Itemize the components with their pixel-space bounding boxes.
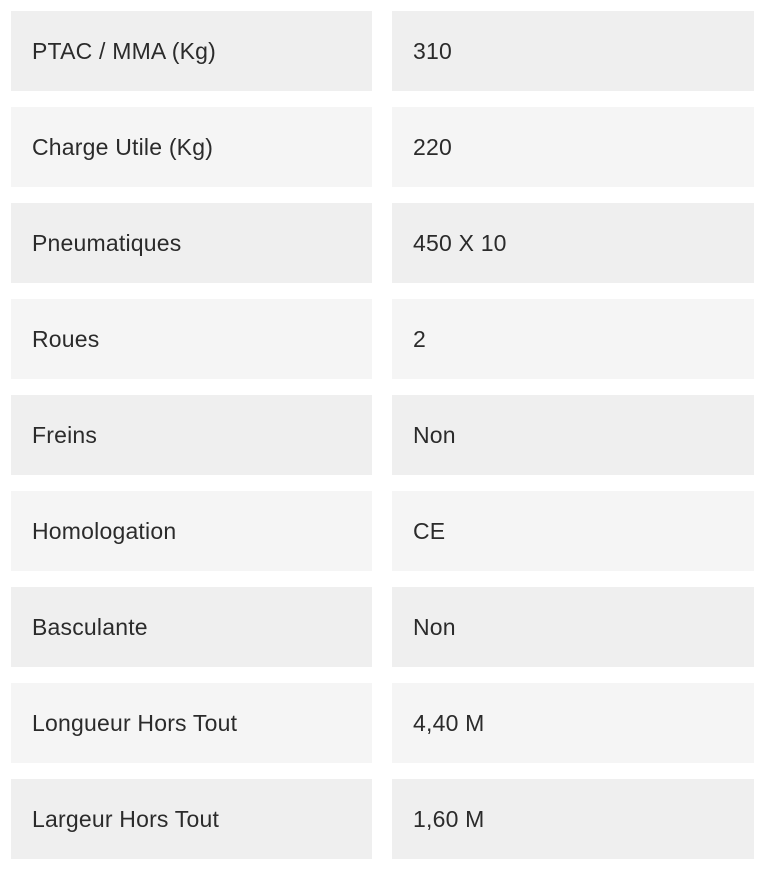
spec-label: Pneumatiques	[11, 203, 372, 283]
spec-value: Non	[392, 587, 754, 667]
spec-row-homologation	[0, 491, 770, 571]
spec-label: Charge Utile (Kg)	[11, 107, 372, 187]
spec-value: 310	[392, 11, 754, 91]
spec-value: 220	[392, 107, 754, 187]
spec-row-basculante	[0, 587, 770, 667]
spec-row-largeur	[0, 779, 770, 859]
spec-row-longueur	[0, 683, 770, 763]
spec-value: 2	[392, 299, 754, 379]
spec-label: Homologation	[11, 491, 372, 571]
spec-label: Basculante	[11, 587, 372, 667]
spec-label: Longueur Hors Tout	[11, 683, 372, 763]
spec-value: CE	[392, 491, 754, 571]
spec-value: 450 X 10	[392, 203, 754, 283]
spec-row-ptac	[0, 11, 770, 91]
spec-value: Non	[392, 395, 754, 475]
spec-label: PTAC / MMA (Kg)	[11, 11, 372, 91]
spec-row-charge-utile	[0, 107, 770, 187]
spec-label: Freins	[11, 395, 372, 475]
spec-row-roues	[0, 299, 770, 379]
spec-value: 4,40 M	[392, 683, 754, 763]
spec-row-freins	[0, 395, 770, 475]
spec-label: Largeur Hors Tout	[11, 779, 372, 859]
spec-row-pneumatiques	[0, 203, 770, 283]
spec-value: 1,60 M	[392, 779, 754, 859]
spec-label: Roues	[11, 299, 372, 379]
